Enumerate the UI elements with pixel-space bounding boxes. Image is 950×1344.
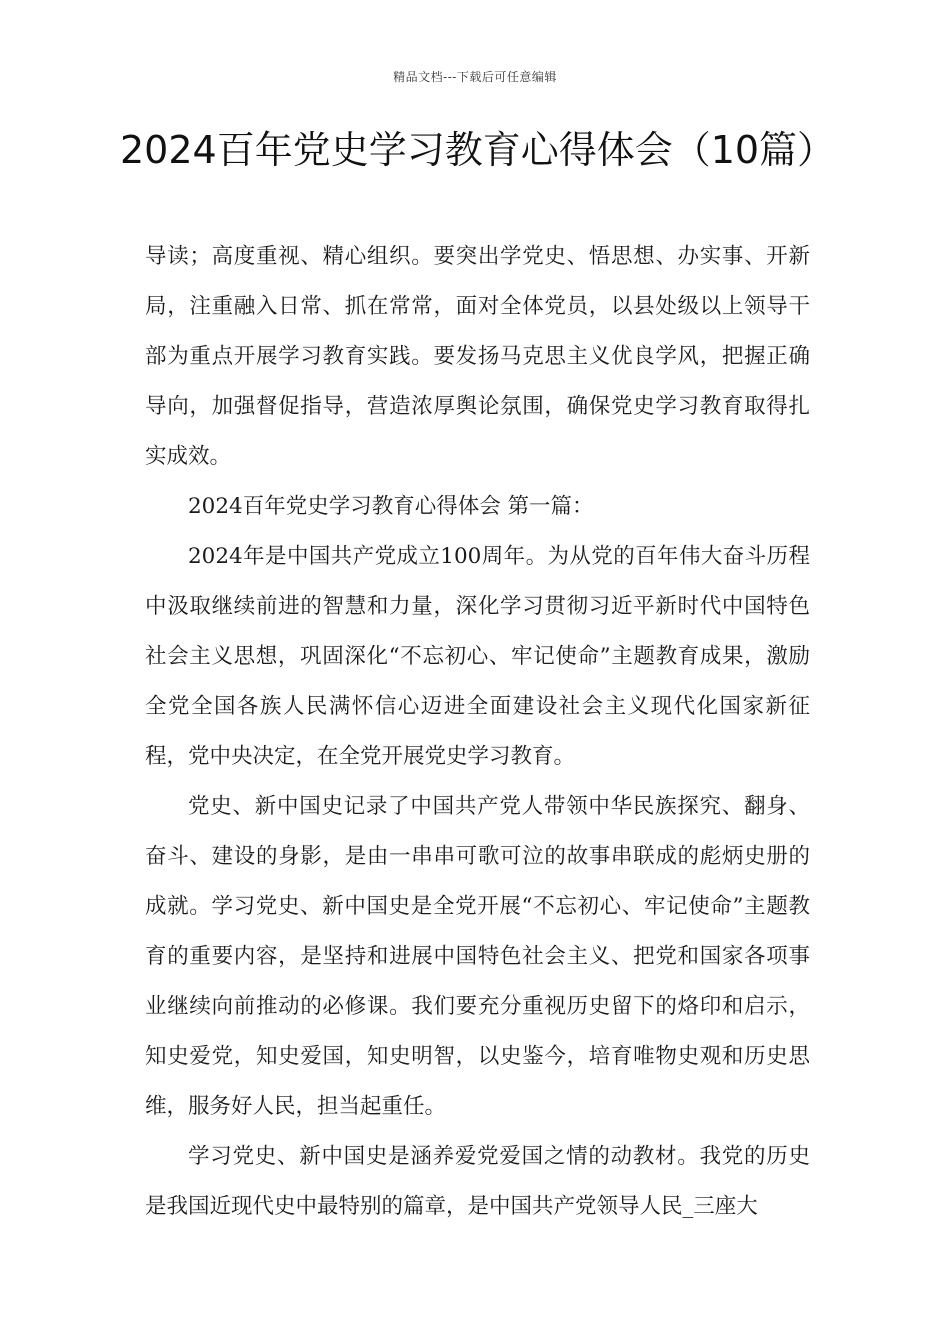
page-header: 精品文档---下载后可任意编辑	[393, 70, 557, 84]
document-title: 2024百年党史学习教育心得体会（10篇）	[120, 128, 836, 172]
body-paragraph: 2024年是中国共产党成立100周年。为从党的百年伟大奋斗历程中汲取继续前进的智慧和力量，深化学习贯彻习近平新时代中国特色社会主义思想，巩固深化“不忘初心、牢记使命”主题教育成果，激励全党全国各族人民满怀信心迈进全面建设社会主义现代化国家新征程，党中央决定，在全党开展党史学习教育。	[145, 544, 810, 769]
section-heading: 2024百年党史学习教育心得体会 第一篇：	[188, 494, 594, 519]
body-paragraph: 学习党史、新中国史是涵养爱党爱国之情的动教材。我党的历史是我国近现代史中最特别的篇章，是中国共产党领导人民_三座大	[145, 1144, 810, 1219]
intro-paragraph: 导读；高度重视、精心组织。要突出学党史、悟思想、办实事、开新局，注重融入日常、抓在常常，面对全体党员，以县处级以上领导干部为重点开展学习教育实践。要发扬马克思主义优良学风，把握正确导向，加强督促指导，营造浓厚舆论氛围，确保党史学习教育取得扎实成效。	[145, 244, 810, 469]
document-body	[145, 232, 810, 1232]
body-paragraph: 党史、新中国史记录了中国共产党人带领中华民族探究、翻身、奋斗、建设的身影，是由一串串可歌可泣的故事串联成的彪炳史册的成就。学习党史、新中国史是全党开展“不忘初心、牢记使命”主题教育的重要内容，是坚持和进展中国特色社会主义、把党和国家各项事业继续向前推动的必修课。我们要充分重视历史留下的烙印和启示，知史爱党，知史爱国，知史明智，以史鉴今，培育唯物史观和历史思维，服务好人民，担当起重任。	[145, 794, 810, 1119]
